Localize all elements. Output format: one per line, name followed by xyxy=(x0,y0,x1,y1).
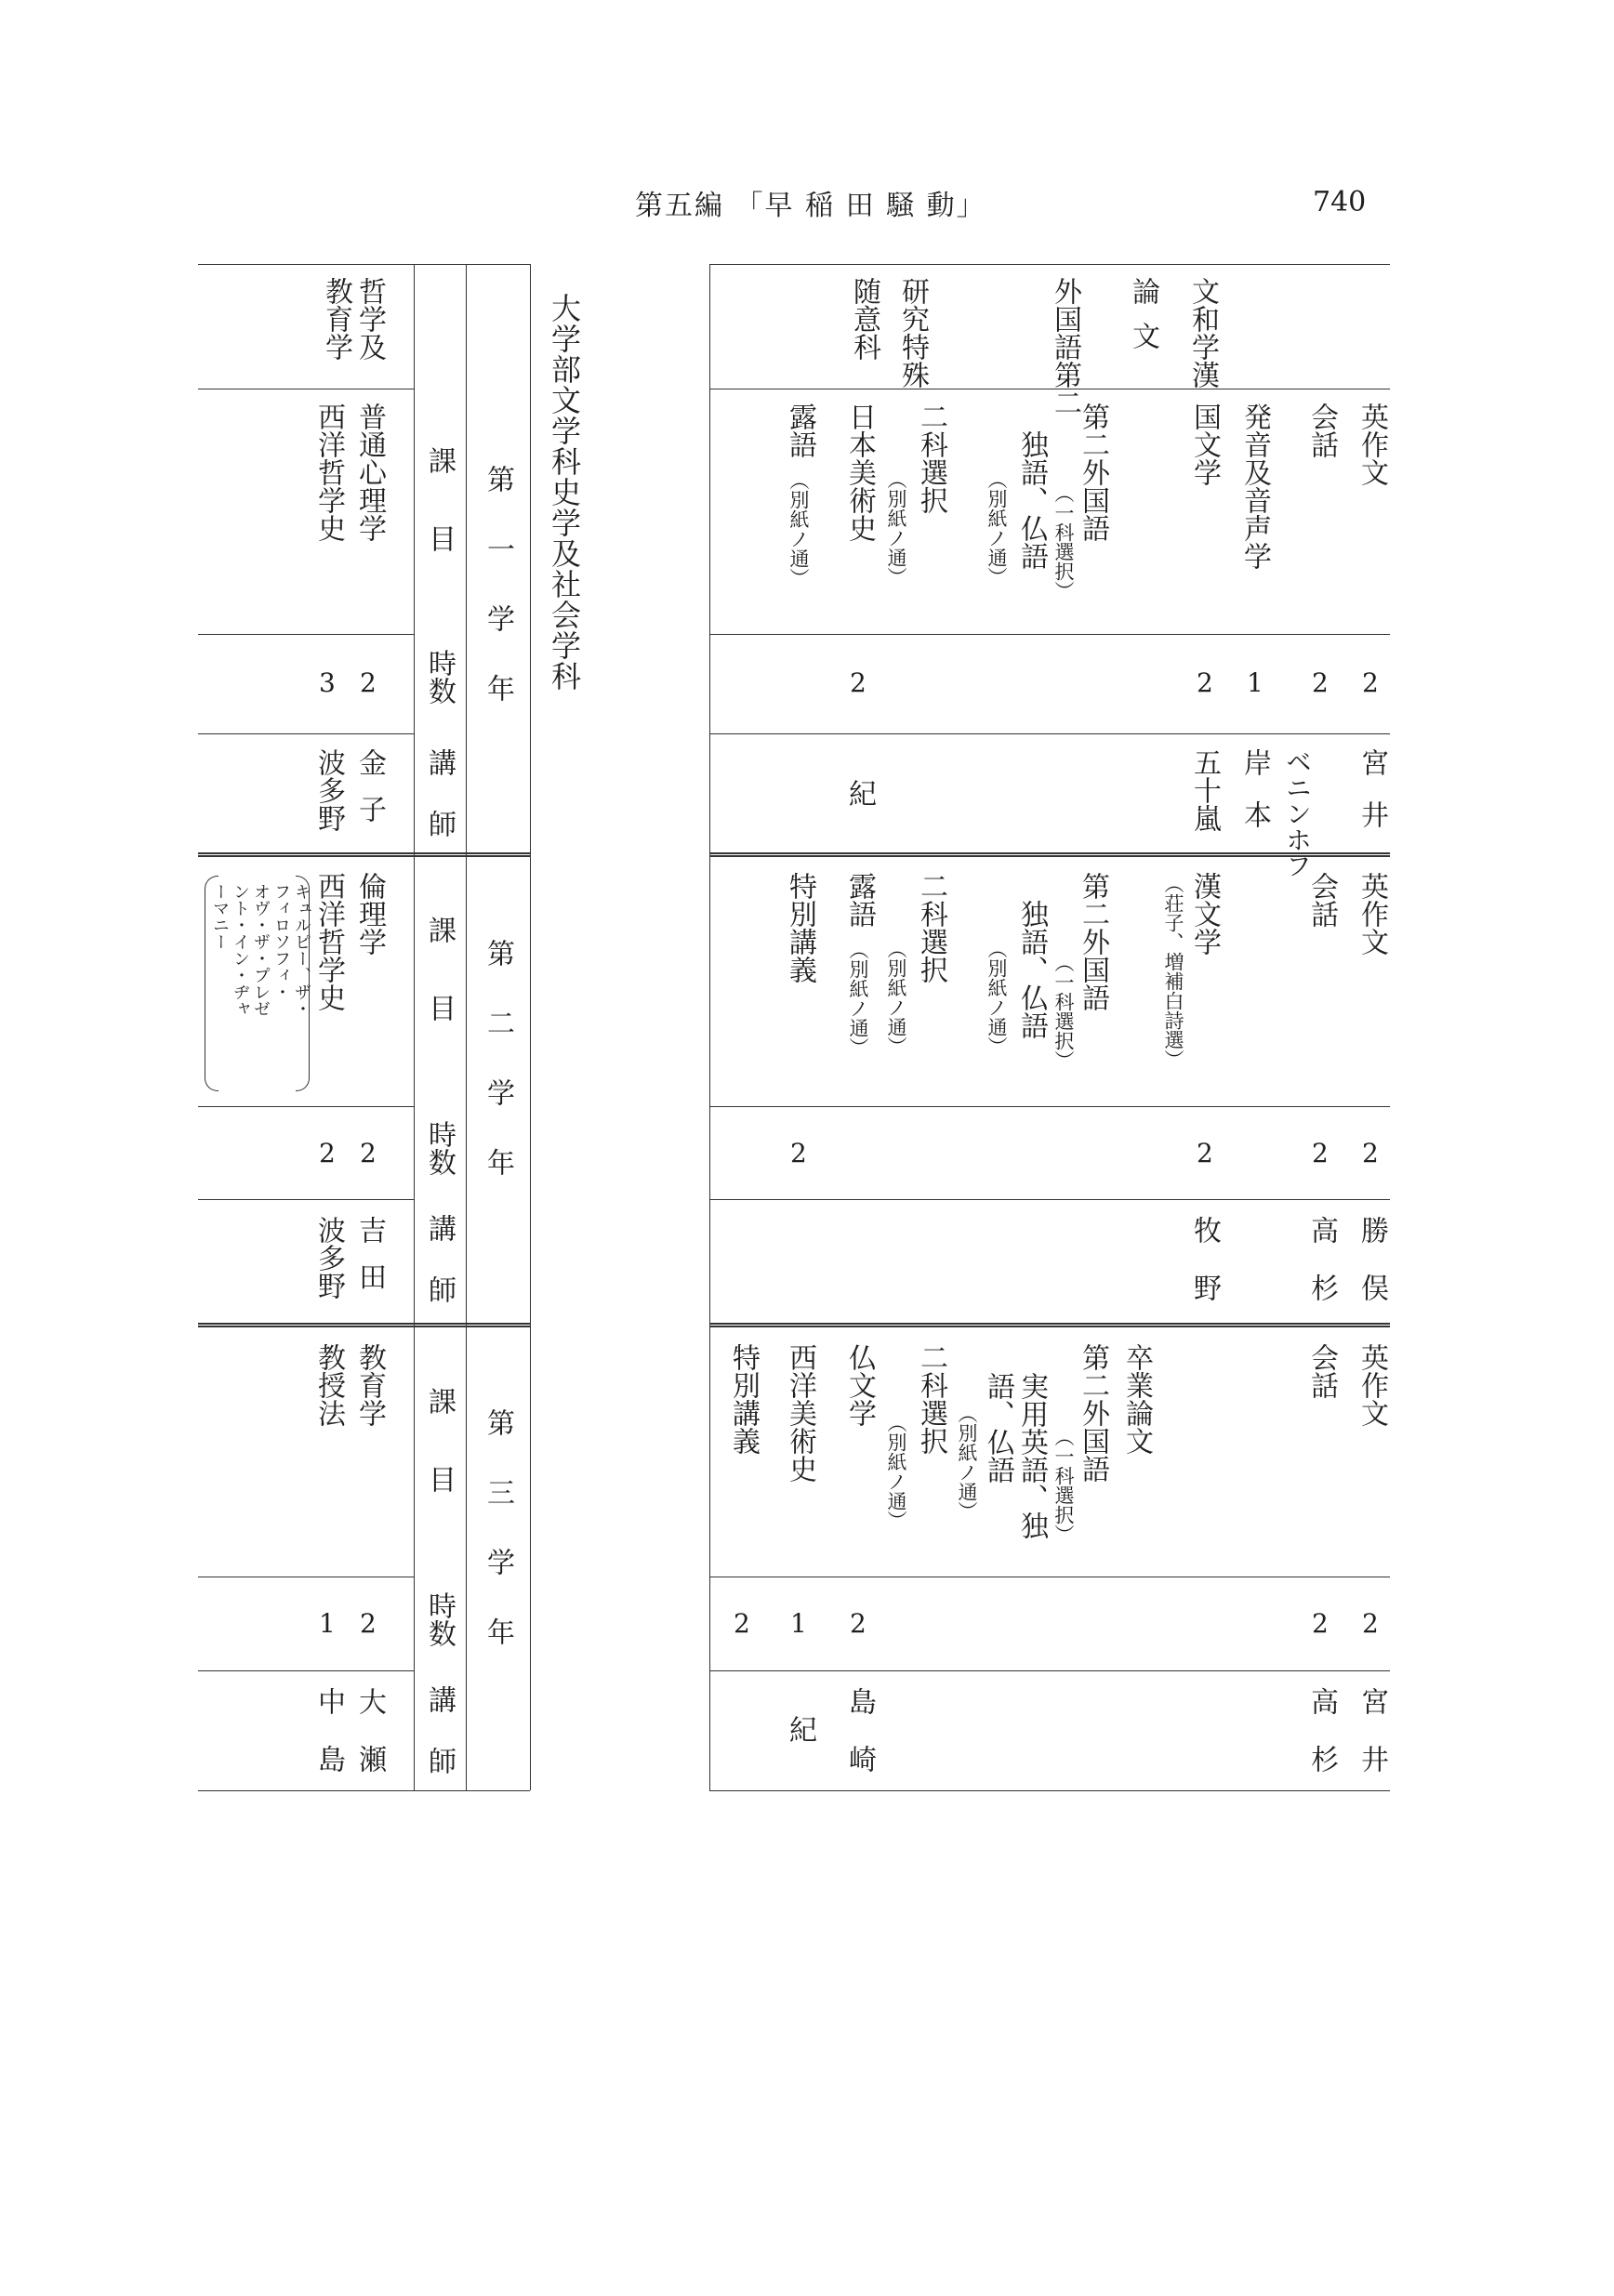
col-label-subject: 課目 xyxy=(423,916,456,1072)
lecturer: 宮井 xyxy=(1356,1687,1388,1802)
lecturer: 島崎 xyxy=(843,1687,876,1802)
header-cell-kanbungaku: 文和学漢 xyxy=(1186,277,1219,389)
subject-note: オヴ・ザ・プレゼ xyxy=(251,883,271,1017)
subject: 二科選択 xyxy=(915,402,947,514)
hours: 2 xyxy=(1312,667,1329,698)
hours: 2 xyxy=(1197,667,1213,698)
hours: 3 xyxy=(319,667,336,698)
col-label-lecturer: 講師 xyxy=(423,1214,456,1337)
header-cell-philosophy: 哲学及 xyxy=(353,277,386,361)
hours: 2 xyxy=(850,667,867,698)
subject: 教育学 xyxy=(353,1343,386,1427)
subject: 会話 xyxy=(1305,402,1338,458)
lecturer: 岸本 xyxy=(1238,748,1271,852)
subject: 語、仏語 xyxy=(982,1372,1014,1484)
year-label-3: 第三学年 xyxy=(482,1408,514,1687)
subject: 独語、仏語 xyxy=(1015,900,1048,1039)
subject: 第二外国語 xyxy=(1077,1343,1109,1483)
hours: 1 xyxy=(790,1608,807,1639)
year-label-2: 第二学年 xyxy=(482,939,514,1218)
header-cell-education: 教育学 xyxy=(320,277,352,361)
hours: 2 xyxy=(850,1608,867,1639)
hours: 2 xyxy=(360,1138,377,1168)
lecturer: 牧野 xyxy=(1188,1216,1221,1331)
hours: 2 xyxy=(319,1138,336,1168)
lecturer: 高杉 xyxy=(1305,1687,1338,1802)
subject-note: （荘子、増補白詩選） xyxy=(1162,874,1184,1069)
subject: 英作文 xyxy=(1356,1343,1388,1427)
subject: 漢文学 xyxy=(1188,872,1221,956)
hours: 1 xyxy=(1247,667,1263,698)
subject: 第二外国語 xyxy=(1077,402,1109,542)
lecturer: 波多野 xyxy=(312,748,345,832)
subject: 英作文 xyxy=(1356,872,1388,956)
subject: 西洋哲学史 xyxy=(312,872,345,1011)
subject: 二科選択 xyxy=(915,1343,947,1455)
subject: 発音及音声学 xyxy=(1238,402,1271,570)
subject-note: （別紙ノ通） xyxy=(885,939,907,1056)
hours: 2 xyxy=(1312,1138,1329,1168)
hours: 2 xyxy=(1197,1138,1213,1168)
subject: 西洋美術史 xyxy=(784,1343,816,1483)
note-bracket-right xyxy=(296,876,310,1091)
col-label-hours: 時数 xyxy=(423,1120,456,1176)
subject: 特別講義 xyxy=(727,1343,760,1455)
header-cell-ronbun: 論文 xyxy=(1127,277,1159,366)
subject-note: （別紙ノ通） xyxy=(956,1404,978,1521)
subject-note: （一科選択） xyxy=(1052,483,1075,600)
subject-note: （別紙ノ通） xyxy=(885,469,907,587)
year-label-1: 第一学年 xyxy=(482,465,514,744)
hours: 2 xyxy=(360,667,377,698)
lecturer: 紀 xyxy=(784,1715,816,1743)
subject: 露語 xyxy=(784,402,816,458)
subject: 独語、仏語 xyxy=(1015,430,1048,570)
hours: 1 xyxy=(319,1608,336,1639)
subject-note: （別紙ノ通） xyxy=(847,940,869,1057)
subject-note: （別紙ノ通） xyxy=(787,470,810,587)
subject: 西洋哲学史 xyxy=(312,402,345,542)
subject-note: ーマニー xyxy=(210,883,230,950)
col-label-hours: 時数 xyxy=(423,1591,456,1647)
header-cell-special-research: 研究特殊 xyxy=(896,277,929,389)
subject-note: （一科選択） xyxy=(1052,1427,1075,1544)
subject: 教授法 xyxy=(312,1343,345,1427)
subject-note: （別紙ノ通） xyxy=(986,469,1008,587)
note-bracket-left xyxy=(205,876,218,1091)
subject: 国文学 xyxy=(1188,402,1221,486)
page-number: 740 xyxy=(1313,186,1367,218)
subject: 第二外国語 xyxy=(1077,872,1109,1011)
subject: 倫理学 xyxy=(353,872,386,956)
col-label-subject: 課目 xyxy=(423,1387,456,1543)
subject: 露語 xyxy=(843,872,876,928)
subject: 仏文学 xyxy=(843,1343,876,1427)
subject: 会話 xyxy=(1305,872,1338,928)
col-label-hours: 時数 xyxy=(423,649,456,705)
lecturer: 波多野 xyxy=(312,1216,345,1300)
subject-note: （一科選択） xyxy=(1052,953,1075,1070)
lecturer: 紀 xyxy=(843,779,876,807)
subject: 実用英語、独 xyxy=(1015,1372,1048,1539)
lecturer: 中島 xyxy=(312,1687,345,1802)
hours: 2 xyxy=(1362,1138,1379,1168)
hours: 2 xyxy=(1312,1608,1329,1639)
subject-note: フィロソフィ・ xyxy=(271,883,291,1000)
hours: 2 xyxy=(360,1608,377,1639)
subject-note: ント・イン・ヂャ xyxy=(231,883,250,1017)
lecturer: 高杉 xyxy=(1305,1216,1338,1331)
subject: 英作文 xyxy=(1356,402,1388,486)
header-cell-optional: 随意科 xyxy=(848,277,880,361)
header-cell-second-language: 外国語第二 xyxy=(1049,277,1081,416)
lecturer: 吉田 xyxy=(353,1216,386,1309)
lecturer: 大瀬 xyxy=(353,1687,386,1802)
col-label-lecturer: 講師 xyxy=(423,1685,456,1808)
running-header: 第五編 「早 稲 田 騒 動」 xyxy=(635,190,986,222)
hours: 2 xyxy=(734,1608,750,1639)
lecturer: 宮井 xyxy=(1356,748,1388,852)
subject-note: （別紙ノ通） xyxy=(986,939,1008,1056)
subject: 特別講義 xyxy=(784,872,816,983)
subject-note: キュルピー、ザ・ xyxy=(292,883,311,1017)
hours: 2 xyxy=(790,1138,807,1168)
hours: 2 xyxy=(1362,667,1379,698)
hours: 2 xyxy=(1362,1608,1379,1639)
subject: 会話 xyxy=(1305,1343,1338,1399)
lecturer: ベニンホフ xyxy=(1282,748,1313,878)
col-label-lecturer: 講師 xyxy=(423,748,456,871)
col-label-subject: 課目 xyxy=(423,446,456,602)
subject: 二科選択 xyxy=(915,872,947,983)
section-title: 大学部文学科史学及社会学科 xyxy=(547,293,582,692)
subject: 普通心理学 xyxy=(353,402,386,542)
lecturer: 五十嵐 xyxy=(1188,748,1221,832)
lecturer: 金子 xyxy=(353,748,386,841)
subject: 日本美術史 xyxy=(843,402,876,542)
lecturer: 勝俣 xyxy=(1356,1216,1388,1331)
subject: 卒業論文 xyxy=(1120,1343,1153,1455)
subject-note: （別紙ノ通） xyxy=(885,1413,907,1530)
